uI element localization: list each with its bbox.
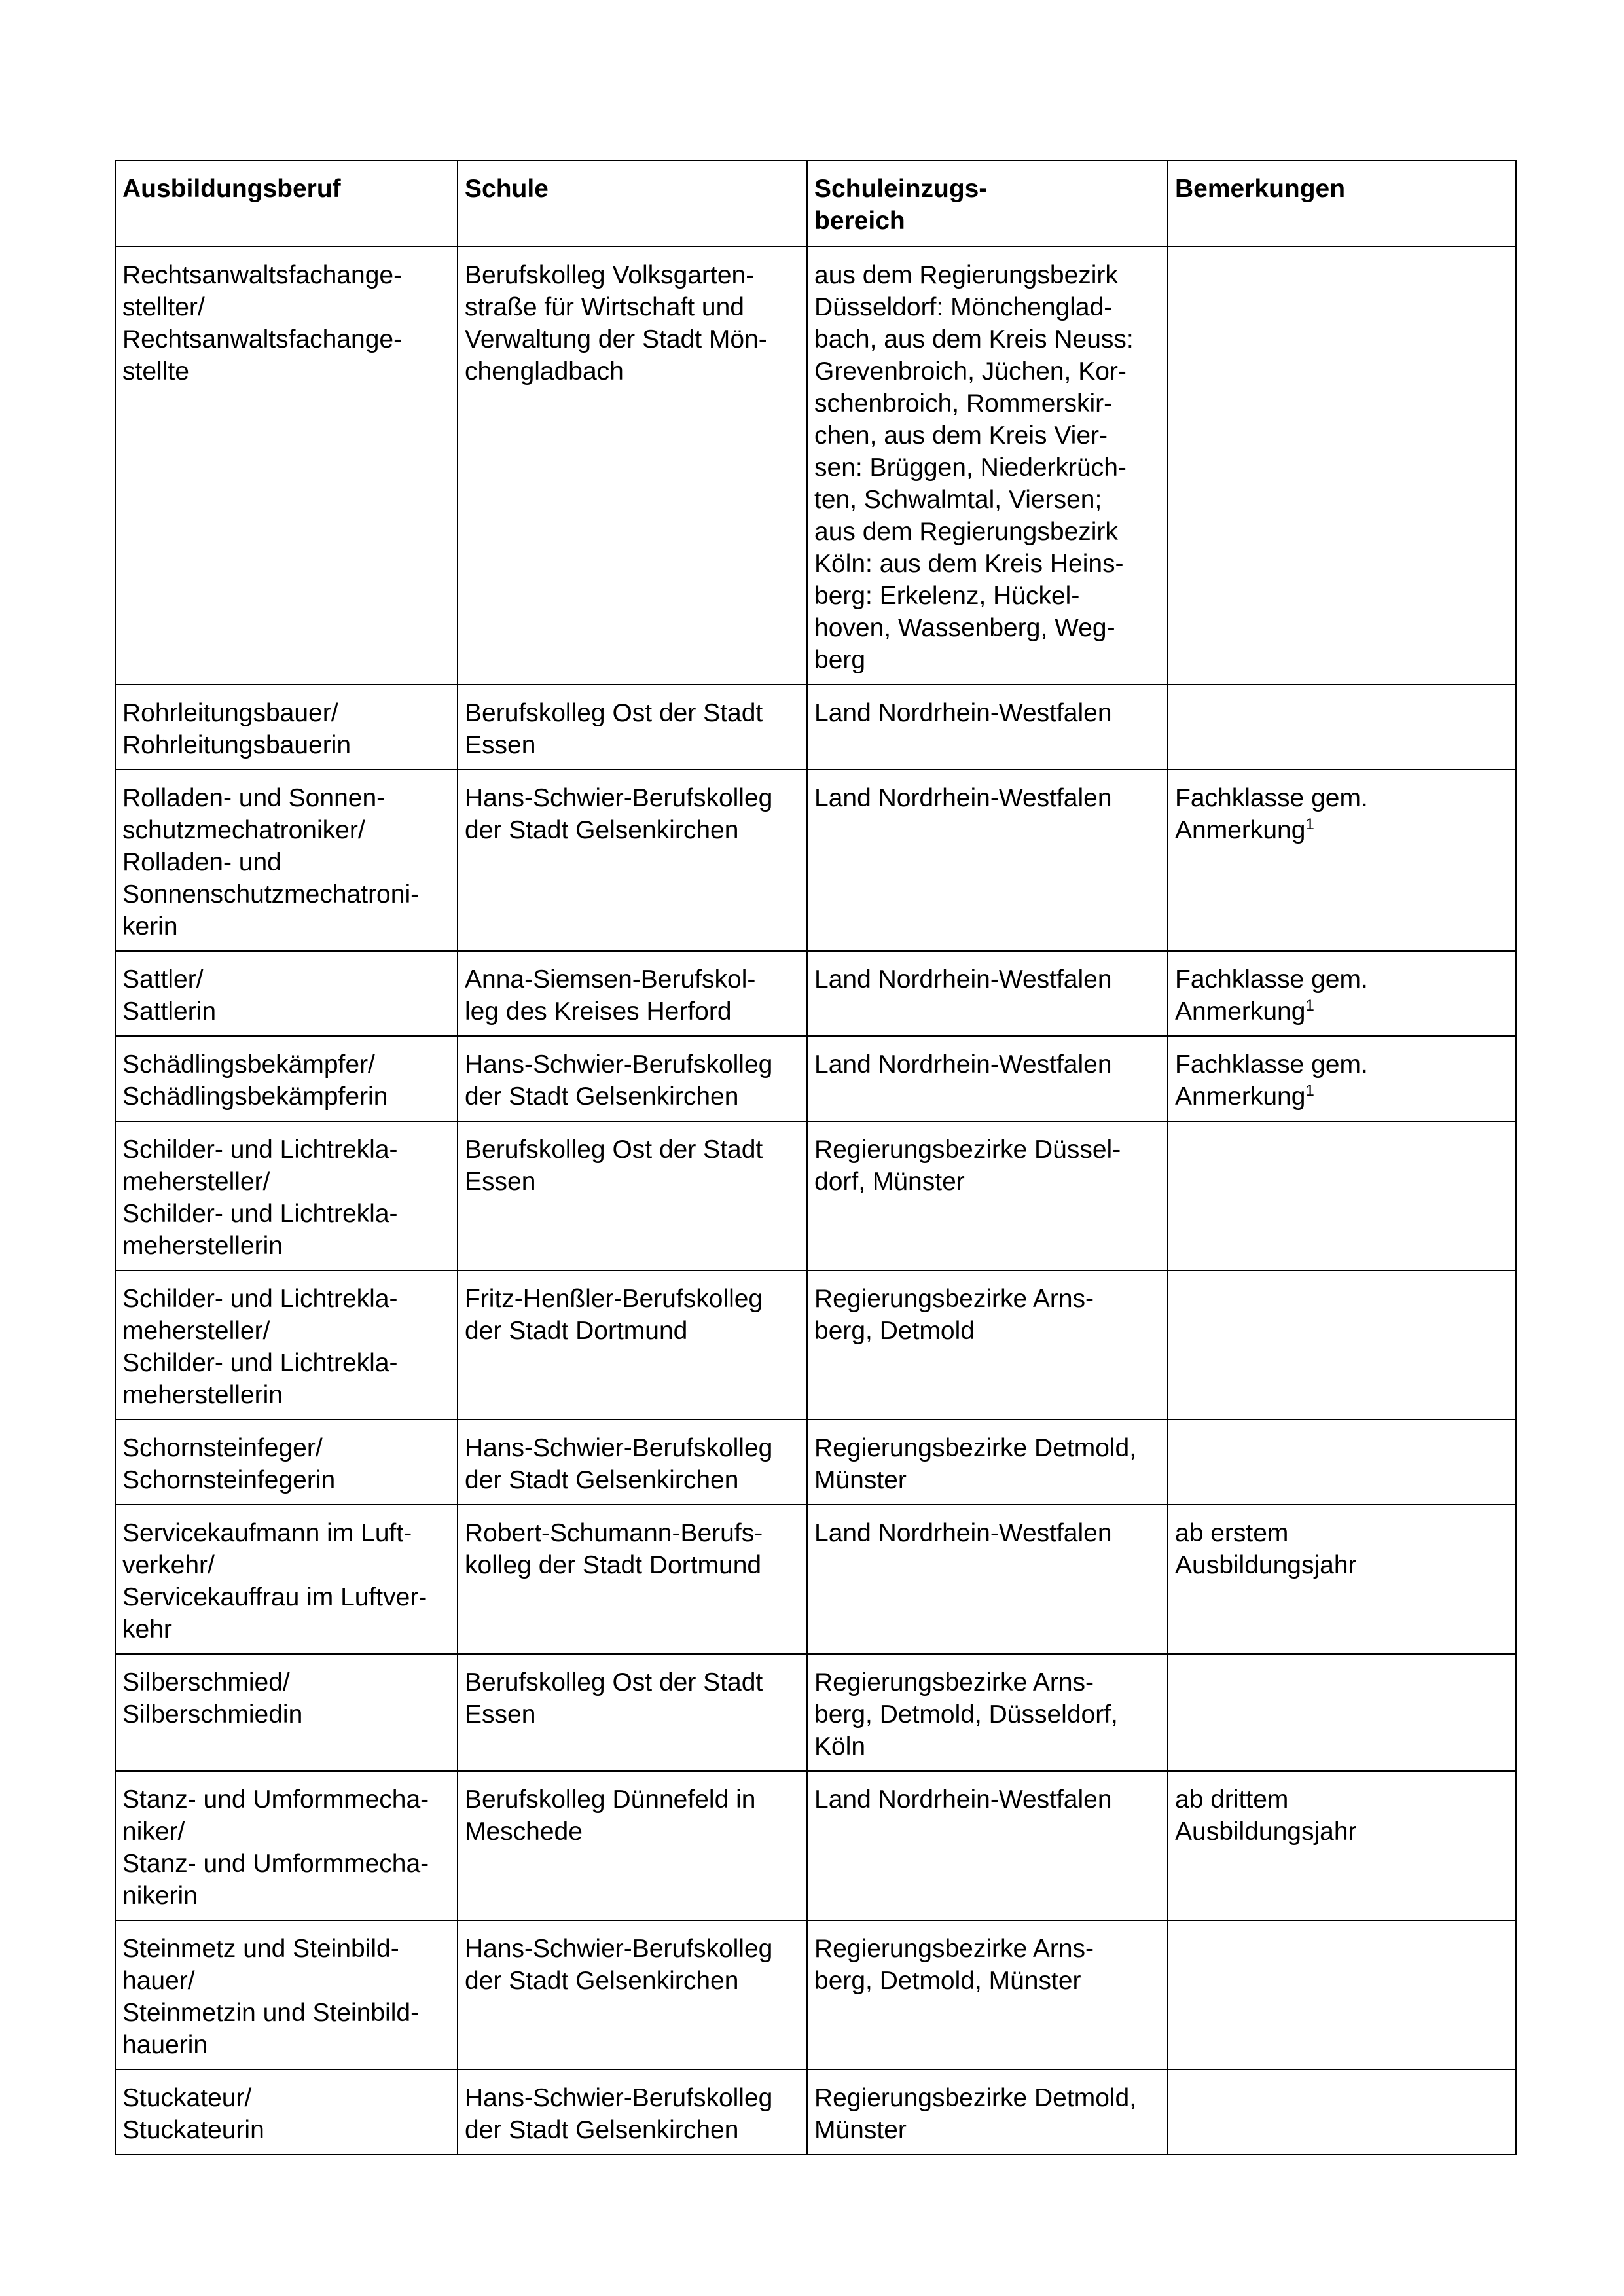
cell-schuleinzugsbereich (807, 1036, 1168, 1121)
cell-bemerkungen (1168, 2070, 1516, 2155)
cell-bemerkungen-text: ab erstem Ausbildungsjahr (1175, 1519, 1357, 1579)
table-row (115, 1420, 1516, 1505)
cell-schule (458, 1771, 807, 1920)
cell-schuleinzugsbereich (807, 1121, 1168, 1270)
cell-schuleinzugsbereich-text: Land Nordrhein-Westfalen (814, 965, 1112, 994)
cell-schuleinzugsbereich (807, 1505, 1168, 1654)
cell-ausbildungsberuf (115, 1420, 458, 1505)
cell-schule (458, 2070, 807, 2155)
cell-schule-text: Fritz-Henßler-Berufskolleg der Stadt Dortmund (465, 1285, 763, 1345)
cell-bemerkungen (1168, 1654, 1516, 1771)
cell-schule (458, 1420, 807, 1505)
cell-ausbildungsberuf-text: Schädlingsbekämpfer/ Schädlingsbekämpferin (122, 1050, 388, 1111)
cell-bemerkungen (1168, 1505, 1516, 1654)
cell-schuleinzugsbereich (807, 2070, 1168, 2155)
table-row (115, 951, 1516, 1036)
cell-schule (458, 247, 807, 685)
cell-bemerkungen (1168, 1270, 1516, 1420)
cell-schuleinzugsbereich (807, 1771, 1168, 1920)
cell-schule-text: Anna-Siemsen-Berufskol- leg des Kreises Herford (465, 965, 756, 1026)
cell-schuleinzugsbereich (807, 1270, 1168, 1420)
cell-schule-text: Berufskolleg Ost der Stadt Essen (465, 1136, 763, 1196)
cell-ausbildungsberuf (115, 1505, 458, 1654)
cell-bemerkungen-text: ab drittem Ausbildungsjahr (1175, 1785, 1357, 1846)
cell-schule-text: Berufskolleg Dünnefeld in Meschede (465, 1785, 756, 1846)
cell-bemerkungen (1168, 1420, 1516, 1505)
cell-schule (458, 770, 807, 951)
table-row (115, 685, 1516, 770)
cell-ausbildungsberuf (115, 1036, 458, 1121)
cell-schuleinzugsbereich-text: Regierungsbezirke Arns- berg, Detmold, Münster (814, 1935, 1094, 1995)
cell-bemerkungen (1168, 1036, 1516, 1121)
cell-schuleinzugsbereich-text: Land Nordrhein-Westfalen (814, 1785, 1112, 1814)
cell-ausbildungsberuf-text: Steinmetz und Steinbild- hauer/ Steinmetzin und Steinbild- hauerin (122, 1935, 420, 2059)
cell-bemerkungen (1168, 1920, 1516, 2070)
cell-schule-text: Hans-Schwier-Berufskolleg der Stadt Gelsenkirchen (465, 784, 773, 844)
cell-ausbildungsberuf-text: Schornsteinfeger/ Schornsteinfegerin (122, 1434, 336, 1494)
table-row (115, 1920, 1516, 2070)
cell-schuleinzugsbereich (807, 685, 1168, 770)
cell-bemerkungen (1168, 685, 1516, 770)
cell-ausbildungsberuf (115, 247, 458, 685)
cell-schuleinzugsbereich-text: Land Nordrhein-Westfalen (814, 1519, 1112, 1547)
cell-ausbildungsberuf (115, 1270, 458, 1420)
cell-schule (458, 1121, 807, 1270)
cell-bemerkungen-text: Fachklasse gem. Anmerkung (1175, 965, 1368, 1026)
cell-ausbildungsberuf (115, 1771, 458, 1920)
cell-bemerkungen (1168, 1121, 1516, 1270)
cell-schule-text: Berufskolleg Ost der Stadt Essen (465, 699, 763, 759)
cell-schule (458, 1270, 807, 1420)
table-row (115, 1270, 1516, 1420)
cell-ausbildungsberuf (115, 770, 458, 951)
cell-schule-text: Hans-Schwier-Berufskolleg der Stadt Gelsenkirchen (465, 1935, 773, 1995)
cell-schuleinzugsbereich (807, 770, 1168, 951)
cell-bemerkungen (1168, 770, 1516, 951)
cell-schuleinzugsbereich (807, 951, 1168, 1036)
cell-schuleinzugsbereich-text: aus dem Regierungsbezirk Düsseldorf: Mönchenglad- bach, aus dem Kreis Neuss: Grevenbroich, Jüchen, Kor- schenbroich, Rommerskir- chen, aus dem Kreis Vier- sen: Brüggen, Niederkrüch- ten, Schwalmtal, Viersen; aus dem Regierungsbezirk Köln: aus dem Kreis Heins- berg: Erkelenz, Hückel- hoven, Wassenberg, Weg- berg (814, 261, 1134, 674)
cell-ausbildungsberuf-text: Sattler/ Sattlerin (122, 965, 217, 1026)
cell-schuleinzugsbereich-text: Regierungsbezirke Düssel- dorf, Münster (814, 1136, 1121, 1196)
cell-schuleinzugsbereich (807, 247, 1168, 685)
cell-schuleinzugsbereich-text: Land Nordrhein-Westfalen (814, 784, 1112, 812)
cell-schule-text: Robert-Schumann-Berufs- kolleg der Stadt Dortmund (465, 1519, 763, 1579)
header-schuleinzugsbereich: Schuleinzugs- bereich (807, 160, 1168, 247)
berufsschulen-table (115, 160, 1517, 2155)
cell-schuleinzugsbereich-text: Land Nordrhein-Westfalen (814, 1050, 1112, 1079)
cell-schuleinzugsbereich (807, 1420, 1168, 1505)
cell-schuleinzugsbereich-text: Regierungsbezirke Detmold, Münster (814, 1434, 1137, 1494)
cell-bemerkungen-text: Fachklasse gem. Anmerkung (1175, 1050, 1368, 1111)
cell-ausbildungsberuf (115, 951, 458, 1036)
cell-ausbildungsberuf-text: Stuckateur/ Stuckateurin (122, 2084, 264, 2144)
table-row (115, 1771, 1516, 1920)
cell-bemerkungen (1168, 951, 1516, 1036)
header-bemerkungen: Bemerkungen (1168, 160, 1516, 247)
table-header-row (115, 160, 1516, 247)
cell-schule (458, 1920, 807, 2070)
cell-schule-text: Hans-Schwier-Berufskolleg der Stadt Gelsenkirchen (465, 1434, 773, 1494)
footnote-marker: 1 (1305, 816, 1314, 833)
cell-ausbildungsberuf-text: Stanz- und Umformmecha- niker/ Stanz- und Umformmecha- nikerin (122, 1785, 429, 1910)
cell-schule-text: Hans-Schwier-Berufskolleg der Stadt Gelsenkirchen (465, 2084, 773, 2144)
cell-ausbildungsberuf-text: Servicekaufmann im Luft- verkehr/ Servicekauffrau im Luftver- kehr (122, 1519, 427, 1643)
cell-schule (458, 685, 807, 770)
table-row (115, 247, 1516, 685)
cell-ausbildungsberuf (115, 1920, 458, 2070)
cell-ausbildungsberuf-text: Rechtsanwaltsfachange- stellter/ Rechtsanwaltsfachange- stellte (122, 261, 403, 386)
cell-schuleinzugsbereich-text: Land Nordrhein-Westfalen (814, 699, 1112, 727)
cell-schuleinzugsbereich (807, 1920, 1168, 2070)
header-schule: Schule (458, 160, 807, 247)
cell-schule (458, 1036, 807, 1121)
cell-bemerkungen-text: Fachklasse gem. Anmerkung (1175, 784, 1368, 844)
cell-schule (458, 1654, 807, 1771)
table-row (115, 1121, 1516, 1270)
footnote-marker: 1 (1305, 997, 1314, 1014)
cell-schule-text: Berufskolleg Volksgarten- straße für Wirtschaft und Verwaltung der Stadt Mön- chengladbach (465, 261, 767, 386)
cell-ausbildungsberuf-text: Silberschmied/ Silberschmiedin (122, 1668, 303, 1729)
footnote-marker: 1 (1305, 1082, 1314, 1100)
table-row (115, 1505, 1516, 1654)
cell-schuleinzugsbereich-text: Regierungsbezirke Arns- berg, Detmold, Düsseldorf, Köln (814, 1668, 1118, 1761)
cell-schule-text: Hans-Schwier-Berufskolleg der Stadt Gelsenkirchen (465, 1050, 773, 1111)
cell-ausbildungsberuf (115, 2070, 458, 2155)
cell-schule (458, 1505, 807, 1654)
cell-ausbildungsberuf-text: Schilder- und Lichtrekla- mehersteller/ Schilder- und Lichtrekla- meherstellerin (122, 1285, 398, 1409)
cell-schuleinzugsbereich-text: Regierungsbezirke Arns- berg, Detmold (814, 1285, 1094, 1345)
table-row (115, 2070, 1516, 2155)
cell-bemerkungen (1168, 247, 1516, 685)
table-row (115, 770, 1516, 951)
table-body (115, 247, 1516, 2155)
cell-ausbildungsberuf-text: Schilder- und Lichtrekla- mehersteller/ Schilder- und Lichtrekla- meherstellerin (122, 1136, 398, 1260)
cell-bemerkungen (1168, 1771, 1516, 1920)
cell-ausbildungsberuf-text: Rolladen- und Sonnen- schutzmechatroniker/ Rolladen- und Sonnenschutzmechatroni- kerin (122, 784, 420, 941)
cell-schule-text: Berufskolleg Ost der Stadt Essen (465, 1668, 763, 1729)
header-ausbildungsberuf: Ausbildungsberuf (115, 160, 458, 247)
cell-ausbildungsberuf (115, 685, 458, 770)
table-row (115, 1654, 1516, 1771)
cell-ausbildungsberuf-text: Rohrleitungsbauer/ Rohrleitungsbauerin (122, 699, 352, 759)
cell-schuleinzugsbereich (807, 1654, 1168, 1771)
cell-ausbildungsberuf (115, 1654, 458, 1771)
table-row (115, 1036, 1516, 1121)
cell-schuleinzugsbereich-text: Regierungsbezirke Detmold, Münster (814, 2084, 1137, 2144)
cell-ausbildungsberuf (115, 1121, 458, 1270)
document-page (115, 160, 1515, 2155)
cell-schule (458, 951, 807, 1036)
